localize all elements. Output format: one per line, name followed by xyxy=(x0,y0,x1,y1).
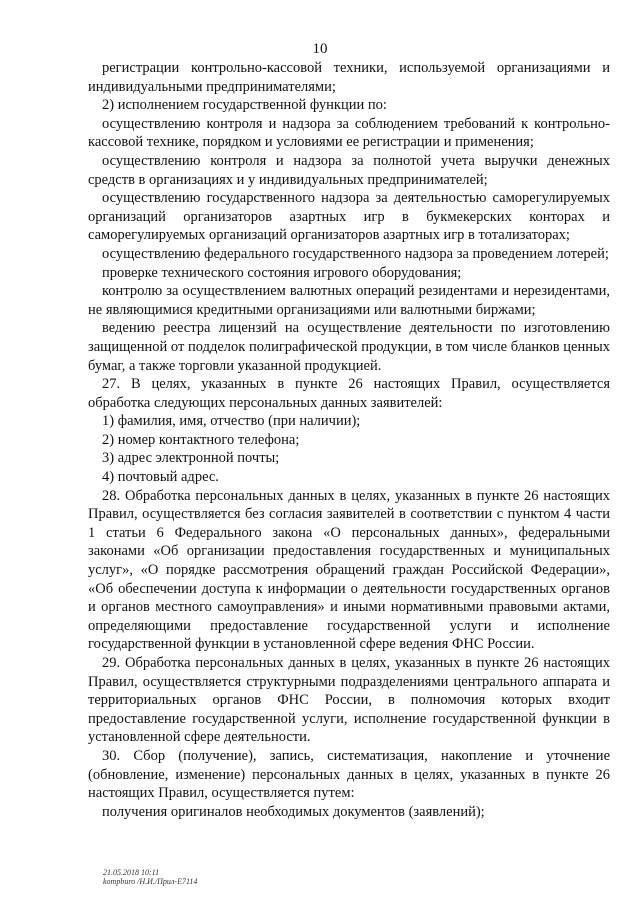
paragraph: получения оригиналов необходимых документов (заявлений); xyxy=(102,803,485,820)
list-item: 3) адрес электронной почты; xyxy=(102,450,280,467)
list-item: 1) фамилия, имя, отчество (при наличии); xyxy=(102,413,361,430)
page-number: 10 xyxy=(312,41,328,57)
paragraph: осуществлению контроля и надзора за соблюдением требований к контрольно-кассовой технике, порядком и условиями ее регистрации и применения; xyxy=(88,115,610,151)
footer-date: 21.05.2018 10:11 xyxy=(103,868,160,877)
footer xyxy=(103,868,197,886)
list-item: 2) номер контактного телефона; xyxy=(102,431,300,448)
paragraph: регистрации контрольно-кассовой техники, используемой организациями и индивидуальными предпринимателями; xyxy=(88,60,610,95)
paragraph: осуществлению контроля и надзора за полнотой учета выручки денежных средств в организациях и у индивидуальных предпринимателей; xyxy=(88,152,610,188)
footer-path: kompburo /Н.И./Прил-Е7114 xyxy=(103,877,198,886)
paragraph: ведению реестра лицензий на осуществление деятельности по изготовлению защищенной от подделок полиграфической продукции, в том числе бланков ценных бумаг, а также торговли указанной продукцией. xyxy=(88,320,610,374)
list-item: 4) почтовый адрес. xyxy=(102,469,219,486)
paragraph: контролю за осуществлением валютных операций резидентами и нерезидентами, не являющимися кредитными организациями или валютными биржами; xyxy=(88,283,610,318)
paragraph: осуществлению государственного надзора за деятельностью саморегулируемых организаций организаторов азартных игр в букмекерских конторах и саморегулируемых организаций организаторов азартных игр в тотализаторах; xyxy=(88,190,610,244)
paragraph: проверке технического состояния игрового оборудования; xyxy=(102,264,462,281)
paragraph: осуществлению федерального государственного надзора за проведением лотерей; xyxy=(102,245,609,262)
paragraph: 28. Обработка персональных данных в целях, указанных в пункте 26 настоящих Правил, осуществляется без согласия заявителей в соответствии с пунктом 4 части 1 статьи 6 Федерального закона «О персональных данных», федеральными законами «Об организации предоставления государственных и муниципальных услуг», «О порядке рассмотрения обращений граждан Российской Федерации», «Об обеспечении доступа к информации о деятельности государственных органов и органов местного самоуправления» и иными нормативными правовыми актами, определяющими предоставление государственной услуги и исполнение государственной функции в установленной сфере ведения ФНС России. xyxy=(88,487,610,653)
paragraph: 27. В целях, указанных в пункте 26 настоящих Правил, осуществляется обработка следующих персональных данных заявителей: xyxy=(88,376,610,411)
paragraph: 2) исполнением государственной функции по: xyxy=(102,97,387,114)
paragraph: 29. Обработка персональных данных в целях, указанных в пункте 26 настоящих Правил, осуществляется структурными подразделениями центрального аппарата и территориальных органов ФНС России, в полномочия которых входит предоставление государственной услуги, исполнение государственной функции в установленной сфере деятельности. xyxy=(88,655,610,746)
paragraph: 30. Сбор (получение), запись, систематизация, накопление и уточнение (обновление, изменение) персональных данных в целях, указанных в пункте 26 настоящих Правил, осуществляется путем: xyxy=(88,747,610,802)
document-body xyxy=(88,59,610,821)
